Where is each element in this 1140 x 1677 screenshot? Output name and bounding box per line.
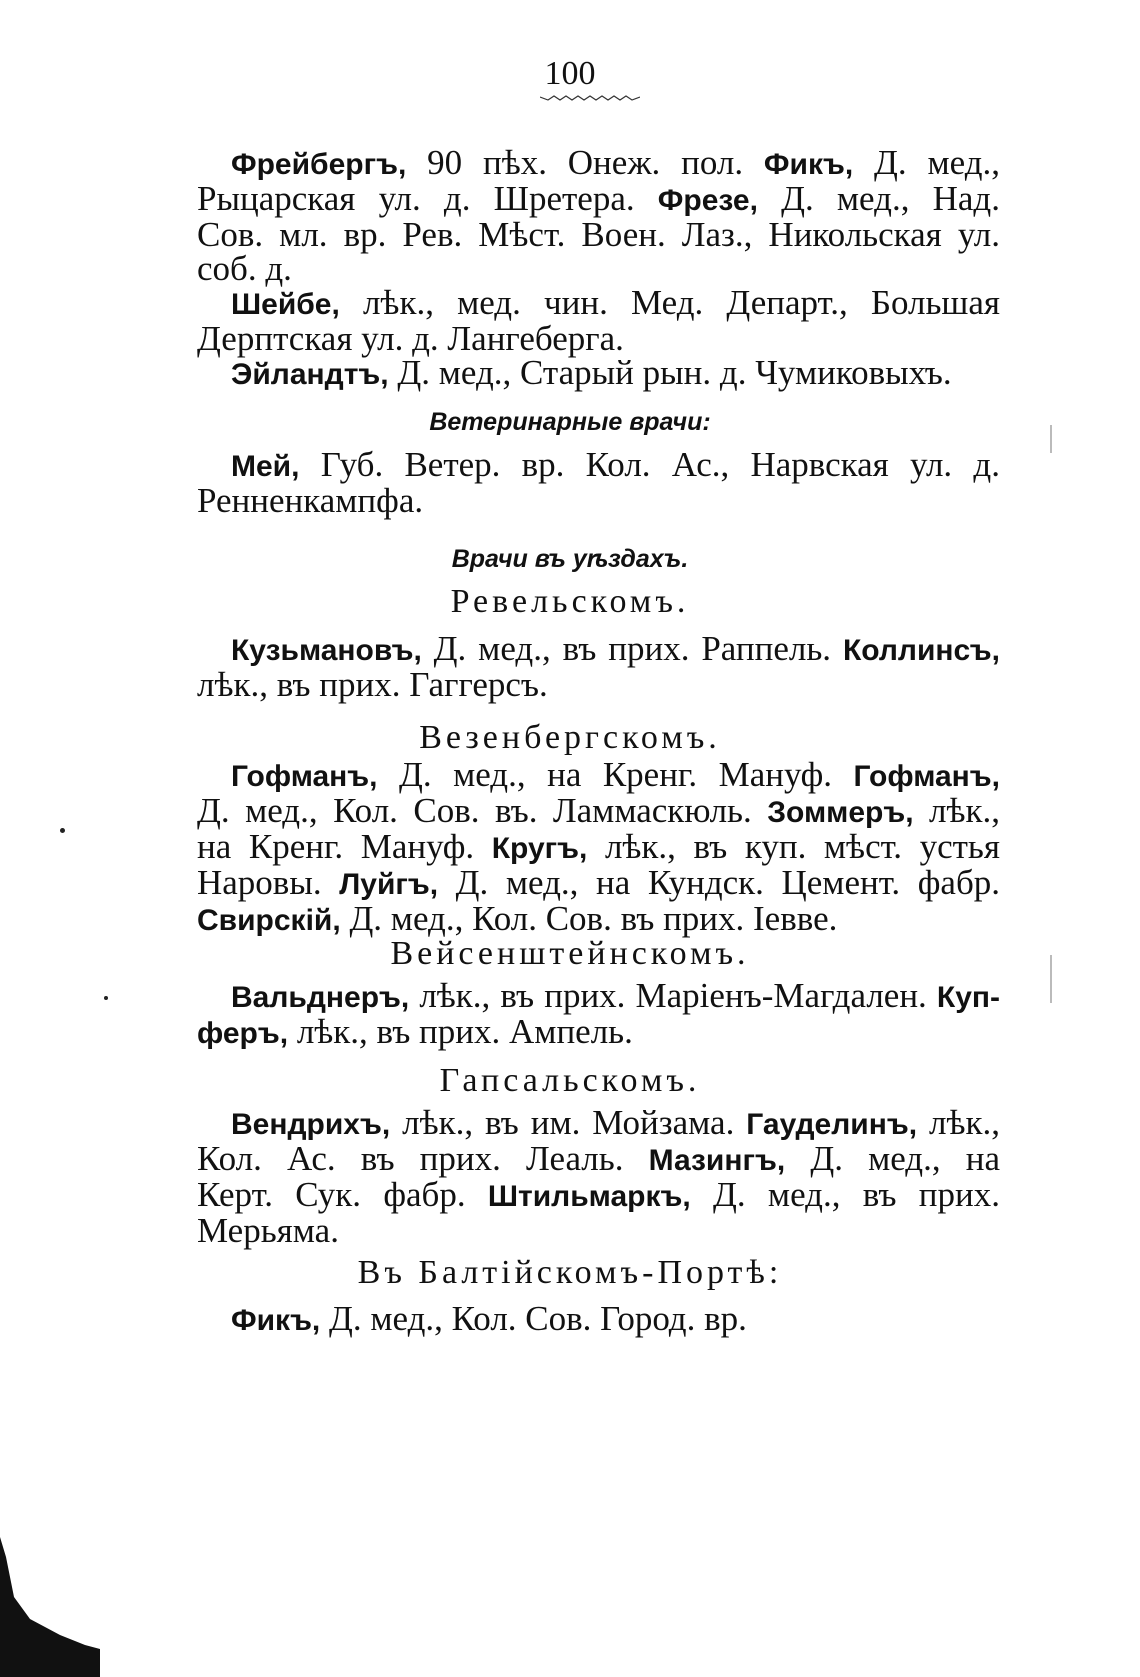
entry-text: Кол. Ас. въ прих. Леаль.: [197, 1139, 649, 1178]
entry-name: Фрезе,: [657, 184, 758, 217]
text-line: [197, 1103, 1000, 1142]
entry-text: Д. мед., Кол. Сов. въ прих. Іевве.: [340, 899, 838, 938]
text-line: [197, 481, 1000, 520]
entry-text: Сов. мл. вр. Рев. Мѣст. Воен. Лаз., Никольская ул.: [197, 215, 1000, 254]
district-title-baltic-port: Въ Балтійскомъ-Портѣ:: [357, 1254, 783, 1291]
entry-lines: [197, 1103, 1000, 1250]
heading-veterinarians: Ветеринарные врачи:: [429, 408, 711, 436]
entry-text: лѣк.,: [917, 1103, 1000, 1142]
text-line: [197, 791, 1000, 830]
entry-name: Коллинсъ,: [842, 634, 1000, 667]
entry-text: лѣк.,: [913, 791, 1000, 830]
page-number: 100: [544, 55, 596, 92]
entry-text: Дерптская ул. д. Лангеберга.: [197, 319, 624, 358]
entries-weissenstein: [197, 976, 1000, 1051]
text-line: [197, 1012, 1000, 1051]
entry-name: Гофманъ,: [853, 760, 1000, 793]
entry-text: лѣк., въ прих. Маріенъ-Магдален.: [409, 976, 937, 1015]
entry-text: соб. д.: [197, 249, 292, 288]
entry-text: Д. мед., на Кренг. Мануф.: [377, 755, 854, 794]
entry-text: Д. мед.,: [853, 143, 1000, 182]
entries-revel: [197, 629, 1000, 704]
entry-name: Фикъ,: [763, 148, 854, 181]
entries-reval-city: [197, 143, 1000, 392]
district-title-weissenstein: Вейсенштейнскомъ.: [390, 935, 750, 972]
entry-text: лѣк., мед. чин. Мед. Департ., Большая: [339, 283, 1000, 322]
entry-lines: [197, 445, 1000, 520]
entry-name: Свирскій,: [197, 904, 341, 937]
entry-text: лѣк., въ прих. Ампель.: [288, 1012, 633, 1051]
scan-line: [1050, 425, 1052, 453]
entry-text: Рыцарская ул. д. Шретера.: [197, 179, 658, 218]
entry-text: Д. мед., въ прих.: [690, 1175, 1000, 1214]
entry-name: Мазингъ,: [648, 1144, 786, 1177]
district-title-hapsal: Гапсальскомъ.: [439, 1062, 701, 1099]
entry-text: лѣк., въ им. Мойзама.: [390, 1103, 747, 1142]
entries-baltic-port: [197, 1299, 1000, 1338]
entry-name: феръ,: [197, 1017, 289, 1050]
entry-text: Д. мед., Кол. Сов. въ. Ламмаскюль.: [197, 791, 768, 830]
entry-text: лѣк., въ прих. Гаггерсъ.: [197, 665, 548, 704]
entry-name: Луйгъ,: [339, 868, 439, 901]
text-line: [197, 179, 1000, 218]
district-title-wesenberg: Везенбергскомъ.: [419, 719, 721, 756]
entry-text: Д. мед., Над.: [757, 179, 1000, 218]
text-line: [197, 899, 1000, 938]
entry-name: Фикъ,: [231, 1304, 321, 1337]
entry-text: Наровы.: [197, 863, 340, 902]
entry-text: Д. мед., въ прих. Раппель.: [421, 629, 843, 668]
entry-text: Мерьяма.: [197, 1211, 339, 1250]
entry-text: 90 пѣх. Онеж. пол.: [406, 143, 764, 182]
text-line: [197, 143, 1000, 182]
text-line: [197, 976, 1000, 1015]
entry-text: Д. мед., Кол. Сов. Город. вр.: [320, 1299, 747, 1338]
entries-wesenberg: [197, 755, 1000, 938]
text-line: [197, 1299, 1000, 1338]
entry-name: Кузьмановъ,: [231, 634, 422, 667]
scan-line: [1050, 955, 1052, 1003]
entry-text: Д. мед., на: [785, 1139, 1000, 1178]
entry-name: Гауделинъ,: [746, 1108, 918, 1141]
text-line: [197, 445, 1000, 484]
text-line: [197, 755, 1000, 794]
entry-name: Вендрихъ,: [231, 1108, 391, 1141]
scan-speck: [60, 828, 65, 833]
text-line: [197, 1175, 1000, 1214]
text-line: [197, 1211, 1000, 1250]
text-line: [197, 863, 1000, 902]
entry-text: лѣк., въ куп. мѣст. устья: [587, 827, 1000, 866]
entry-lines: [197, 1299, 1000, 1338]
entries-veterinarians: [197, 445, 1000, 520]
text-line: [197, 283, 1000, 322]
entry-name: Кругъ,: [491, 832, 588, 865]
entry-name: Куп-: [936, 981, 1000, 1014]
entry-lines: [197, 755, 1000, 938]
scan-edge-shadow: [0, 1537, 108, 1677]
entry-name: Шейбе,: [231, 288, 340, 321]
entry-name: Мей,: [231, 450, 300, 483]
entry-text: Губ. Ветер. вр. Кол. Ас., Нарвская ул. д.: [299, 445, 1000, 484]
text-line: [197, 665, 1000, 704]
entry-text: Д. мед., Старый рын. д. Чумиковыхъ.: [388, 353, 952, 392]
text-line: [197, 249, 1000, 288]
entry-name: Эйландтъ,: [231, 358, 389, 391]
text-line: [197, 319, 1000, 358]
entry-lines: [197, 143, 1000, 392]
text-line: [197, 827, 1000, 866]
entry-text: Ренненкампфа.: [197, 481, 424, 520]
entry-name: Фрейбергъ,: [231, 148, 407, 181]
text-line: [197, 1139, 1000, 1178]
entry-name: Вальднеръ,: [231, 981, 410, 1014]
entries-hapsal: [197, 1103, 1000, 1250]
page-number-ornament: [540, 95, 640, 101]
entry-text: Д. мед., на Кундск. Цемент. фабр.: [438, 863, 1000, 902]
text-line: [197, 215, 1000, 254]
heading-district-doctors: Врачи въ уѣздахъ.: [451, 545, 689, 573]
text-line: [197, 629, 1000, 668]
district-title-revel: Ревельскомъ.: [450, 583, 690, 620]
entry-text: Керт. Сук. фабр.: [197, 1175, 488, 1214]
entry-name: Штильмаркъ,: [487, 1180, 691, 1213]
entry-name: Зоммеръ,: [767, 796, 914, 829]
scan-speck: [104, 996, 108, 1000]
entry-lines: [197, 629, 1000, 704]
entry-name: Гофманъ,: [231, 760, 378, 793]
text-line: [197, 353, 1000, 392]
entry-text: на Кренг. Мануф.: [197, 827, 492, 866]
entry-lines: [197, 976, 1000, 1051]
